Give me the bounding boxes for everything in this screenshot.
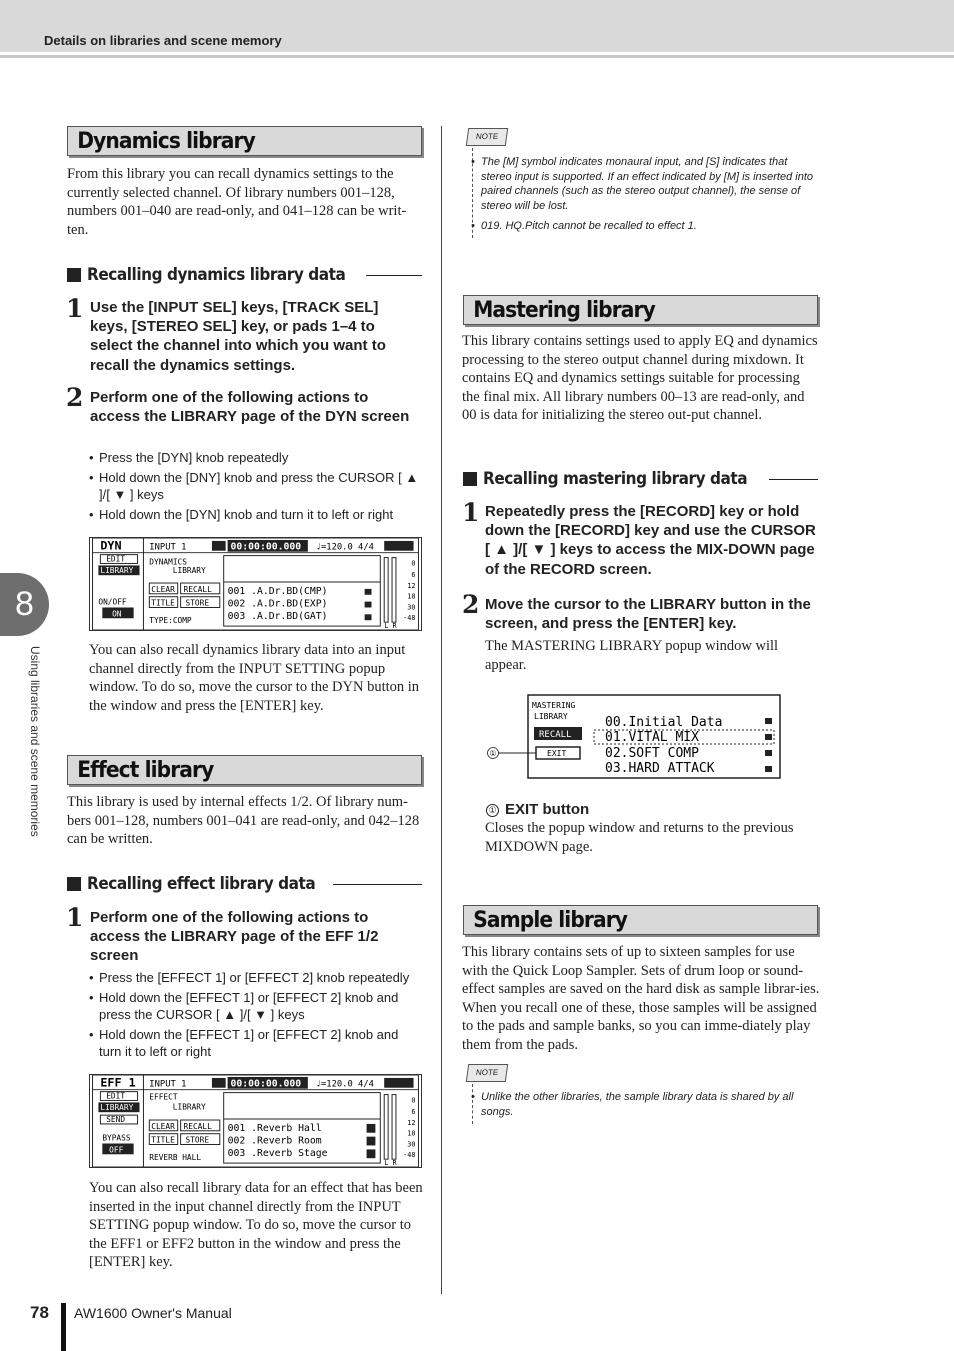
note-box	[467, 128, 817, 240]
lcd-meter	[384, 558, 388, 623]
lcd-scale: 30	[407, 1140, 416, 1149]
lcd-button-label: RECALL	[539, 730, 572, 740]
lcd-type: REVERB HALL	[149, 1153, 202, 1163]
lcd-button-label: EDIT	[106, 554, 126, 564]
lcd-onoff-label: ON/OFF	[98, 597, 127, 607]
lcd-list-item[interactable]: 003 .A.Dr.BD(GAT)	[227, 611, 328, 623]
lcd-page: LIBRARY	[172, 566, 206, 576]
bullet-dot: •	[89, 970, 94, 985]
step-number: 1	[66, 903, 84, 932]
lcd-button-label: CLEAR	[151, 1121, 175, 1131]
lcd-button-label: RECALL	[183, 1121, 212, 1131]
lcd-list-item[interactable]: 03.HARD ATTACK	[605, 761, 715, 776]
lcd-button-label: EXIT	[547, 749, 567, 758]
exit-label: EXIT button	[505, 801, 590, 818]
bullet-item	[89, 506, 424, 523]
dynamics-after: You can also recall dynamics library data into an input channel directly from the INPUT SETTING popup window. To do so, move the cursor to the DYN button in the window and press the [ENTER] key.	[89, 642, 420, 714]
step-number: 1	[66, 294, 84, 323]
bullet-item	[89, 469, 424, 503]
lcd-list-item[interactable]: 01.VITAL MIX	[605, 730, 699, 745]
lcd-button-label: CLEAR	[151, 584, 175, 594]
callout-number: ①	[486, 804, 499, 817]
step-text: Repeatedly press the [RECORD] key or hold down the [RECORD] key and use the CURSOR [ ▲ ]/[ ▼ ] keys to access the MIX-DOWN page of the RECORD screen.	[485, 503, 816, 578]
lcd-title: MASTERING	[532, 701, 576, 710]
lcd-scale: 0	[411, 1096, 416, 1105]
lcd-icon	[212, 1078, 226, 1088]
step-text: Move the cursor to the LIBRARY button in the screen, and press the [ENTER] key.	[485, 596, 811, 633]
bullet-dot: •	[471, 220, 475, 232]
lcd-input: INPUT 1	[149, 1079, 187, 1090]
lcd-bypass-label: BYPASS	[102, 1133, 131, 1143]
lcd-scale: 12	[407, 581, 416, 590]
exit-desc: Closes the popup window and returns to the previous MIXDOWN page.	[485, 820, 794, 855]
lcd-scale: 18	[407, 1129, 416, 1138]
subheading-text: Recalling dynamics library data	[87, 265, 346, 285]
lcd-button-label: OFF	[109, 1145, 124, 1155]
lcd-list-item[interactable]: 001 .Reverb Hall	[227, 1122, 322, 1134]
subheading-mastering	[463, 468, 818, 490]
lcd-title: EFF 1	[100, 1075, 136, 1090]
step-text: Perform one of the following actions to access the LIBRARY page of the DYN screen	[90, 389, 410, 426]
subheading-rule	[366, 275, 422, 276]
bullet-dot: •	[89, 1027, 94, 1042]
footer-bar	[61, 1303, 66, 1351]
square-bullet-icon	[67, 877, 81, 891]
step-text: Use the [INPUT SEL] keys, [TRACK SEL] keys, [STEREO SEL] key, or pads 1–4 to select the channel into which you want to recall the dynamics settings.	[90, 299, 386, 374]
lcd-lr: L R	[384, 622, 397, 631]
lock-icon	[765, 718, 772, 724]
subheading-effect	[67, 873, 422, 895]
mastering-intro: This library contains settings used to apply EQ and dynamics processing to the stereo output channel during mixdown. It contains EQ and dynamics settings suitable for processing the final mix. All library numbers 00–13 are read-only, and 00 is data for initializing the stereo out-put channel.	[462, 333, 818, 424]
lcd-tempo: ♩=120.0 4/4	[315, 1079, 374, 1090]
lcd-mode: DYNAMICS	[149, 557, 187, 567]
mono-icon	[367, 1149, 376, 1158]
step-number: 2	[462, 590, 480, 619]
lcd-scale: 0	[411, 559, 416, 568]
lcd-scale: -48	[403, 614, 416, 623]
lcd-icon	[212, 541, 226, 551]
heading-text: Mastering library	[473, 298, 655, 323]
chapter-label: Using libraries and scene memories	[28, 646, 42, 837]
lcd-list-item[interactable]: 003 .Reverb Stage	[227, 1148, 328, 1160]
lock-icon	[765, 766, 772, 772]
lcd-scale: 18	[407, 592, 416, 601]
lcd-button-label: LIBRARY	[100, 1103, 134, 1113]
lcd-mode: EFFECT	[149, 1092, 178, 1102]
bullet-text: Hold down the [EFFECT 1] or [EFFECT 2] knob and turn it to left or right	[99, 1027, 399, 1059]
note-item	[471, 219, 817, 234]
note-badge: NOTE	[466, 1064, 509, 1082]
bullet-dot: •	[89, 507, 94, 522]
heading-text: Effect library	[77, 758, 214, 783]
note-text: The [M] symbol indicates monaural input, and [S] indicates that stereo input is supported. If an effect indicated by [M] is inserted into paired channels (such as the stereo output channel), the sense of stereo will be lost.	[481, 156, 814, 212]
lcd-button-label: ON	[112, 609, 122, 619]
bullet-text: Hold down the [EFFECT 1] or [EFFECT 2] knob and press the CURSOR [ ▲ ]/[ ▼ ] keys	[99, 990, 399, 1022]
lock-icon	[765, 734, 772, 740]
lcd-button-label: RECALL	[183, 584, 212, 594]
lcd-list-item[interactable]: 002 .A.Dr.BD(EXP)	[227, 598, 328, 610]
step-text: Perform one of the following actions to access the LIBRARY page of the EFF 1/2 screen	[90, 909, 379, 965]
effect-after: You can also recall library data for an effect that has been inserted in the input channel directly from the INPUT SETTING popup window. To do so, move the cursor to the EFF1 or EFF2 button in the window and press the [ENTER] key.	[89, 1180, 423, 1271]
lcd-list-item[interactable]: 00.Initial Data	[605, 715, 723, 730]
lcd-meter	[392, 558, 396, 623]
page-number: 78	[30, 1303, 49, 1322]
square-bullet-icon	[463, 472, 477, 486]
lcd-icon	[384, 1078, 413, 1088]
lcd-button-label: EDIT	[106, 1091, 126, 1101]
lcd-button-label: STORE	[185, 1135, 210, 1145]
lcd-lr: L R	[384, 1159, 397, 1168]
lcd-icon	[384, 541, 413, 551]
chapter-tab: 8	[0, 573, 49, 636]
lcd-page: LIBRARY	[172, 1102, 206, 1112]
lcd-button-label: SEND	[106, 1114, 126, 1124]
lcd-tempo: ♩=120.0 4/4	[315, 542, 374, 553]
column-divider	[441, 126, 442, 1294]
bullet-dot: •	[89, 450, 94, 465]
exit-callout	[486, 801, 589, 818]
section-heading-sample	[463, 905, 818, 935]
lcd-button-label: TITLE	[151, 598, 175, 608]
header-title: Details on libraries and scene memory	[44, 33, 282, 48]
effect-intro: This library is used by internal effects 1/2. Of library num-bers 001–128, numbers 001–041 are read-only, and 042–128 can be written.	[67, 794, 420, 848]
bullet-item	[89, 449, 424, 466]
heading-text: Sample library	[473, 908, 628, 933]
subheading-text: Recalling effect library data	[87, 874, 316, 894]
lcd-button-label: STORE	[185, 598, 210, 608]
subheading-text: Recalling mastering library data	[483, 469, 748, 489]
section-heading-dynamics	[67, 126, 422, 156]
bullet-dot: •	[471, 156, 475, 168]
note-item	[471, 155, 817, 213]
note-item	[471, 1090, 817, 1119]
lcd-scale: 30	[407, 603, 416, 612]
lcd-scale: 6	[411, 571, 416, 580]
eff-lcd-screen	[89, 1074, 422, 1168]
mastering-lcd-screen	[484, 694, 782, 780]
lcd-scale: -48	[403, 1151, 416, 1160]
note-text: 019. HQ.Pitch cannot be recalled to effect 1.	[481, 220, 697, 232]
lcd-scale: 12	[407, 1118, 416, 1127]
lcd-meter	[392, 1095, 396, 1160]
bullet-item	[89, 1026, 424, 1060]
note-text: Unlike the other libraries, the sample library data is shared by all songs.	[481, 1091, 794, 1118]
bullet-dot: •	[89, 470, 94, 485]
step-number: 1	[462, 498, 480, 527]
heading-text: Dynamics library	[77, 129, 255, 154]
lcd-page: LIBRARY	[534, 712, 568, 721]
callout-number: ①	[489, 749, 497, 758]
lock-icon	[365, 589, 372, 595]
step-body: The MASTERING LIBRARY popup window will appear.	[485, 638, 779, 673]
section-heading-effect	[67, 755, 422, 785]
lcd-time: 00:00:00.000	[230, 541, 302, 553]
lcd-meter	[384, 1095, 388, 1160]
lock-icon	[765, 750, 772, 756]
sample-intro: This library contains sets of up to sixteen samples for use with the Quick Loop Sampler. Sets of drum loop or sound-effect samples are saved on the hard disk as sample librar-ies. When you recall one of these, those samples will be assigned to the pads and sample banks, so you can imme-diately play them from the pads.	[462, 944, 820, 1053]
bullet-dot: •	[89, 990, 94, 1005]
dynamics-intro: From this library you can recall dynamics settings to the currently selected channel. Of library numbers 001–128, numbers 001–040 are read-only, and 041–128 can be writ-ten.	[67, 166, 407, 238]
lcd-list-item[interactable]: 02.SOFT COMP	[605, 746, 699, 761]
lock-icon	[365, 614, 372, 620]
subheading-dynamics	[67, 264, 422, 286]
subheading-rule	[333, 884, 422, 885]
bullet-dot: •	[471, 1091, 475, 1103]
note-badge: NOTE	[466, 128, 509, 146]
section-heading-mastering	[463, 295, 818, 325]
bullet-item	[89, 969, 424, 986]
note-box	[467, 1064, 817, 1126]
dyn-lcd-screen	[89, 537, 422, 631]
mono-icon	[367, 1137, 376, 1146]
mono-icon	[367, 1124, 376, 1133]
lcd-title: DYN	[100, 538, 122, 553]
bullet-text: Press the [DYN] knob repeatedly	[99, 450, 289, 465]
lcd-time: 00:00:00.000	[230, 1078, 302, 1090]
lcd-input: INPUT 1	[149, 542, 187, 553]
lcd-list-item[interactable]: 002 .Reverb Room	[227, 1135, 322, 1147]
square-bullet-icon	[67, 268, 81, 282]
step-number: 2	[66, 383, 84, 412]
lcd-scale: 6	[411, 1108, 416, 1117]
manual-title: AW1600 Owner's Manual	[74, 1305, 232, 1321]
bullet-text: Hold down the [DNY] knob and press the CURSOR [ ▲ ]/[ ▼ ] keys	[99, 470, 419, 502]
lock-icon	[365, 602, 372, 608]
lcd-type: TYPE:COMP	[149, 616, 192, 626]
bullet-text: Hold down the [DYN] knob and turn it to left or right	[99, 507, 394, 522]
bullet-text: Press the [EFFECT 1] or [EFFECT 2] knob repeatedly	[99, 970, 410, 985]
lcd-button-label: LIBRARY	[100, 566, 134, 576]
header-rule	[0, 55, 954, 58]
bullet-item	[89, 989, 424, 1023]
lcd-button-label: TITLE	[151, 1135, 175, 1145]
lcd-list-item[interactable]: 001 .A.Dr.BD(CMP)	[227, 585, 328, 597]
subheading-rule	[769, 479, 818, 480]
